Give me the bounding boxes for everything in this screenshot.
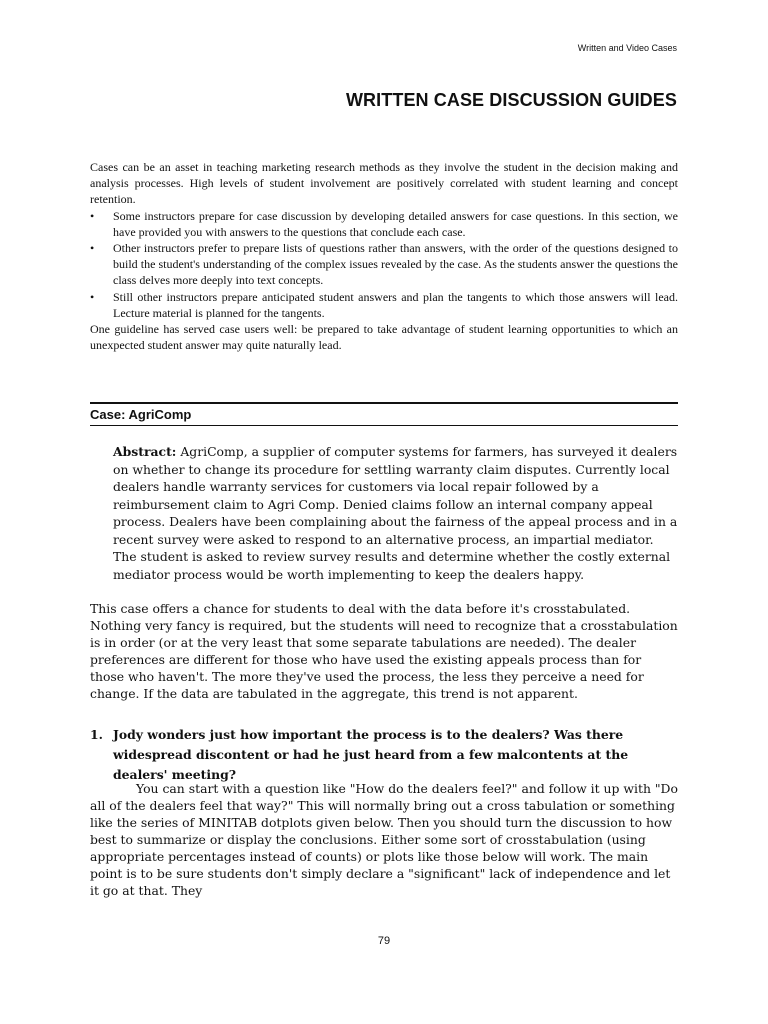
list-item <box>90 289 678 321</box>
case-title: Case: AgriComp <box>90 407 192 422</box>
question-text: Jody wonders just how important the process is to the dealers? Was there widespread discontent or had he just heard from a few malcontents at the dealers' meeting? <box>113 727 629 782</box>
page-title: WRITTEN CASE DISCUSSION GUIDES <box>345 90 677 110</box>
answer-1 <box>90 780 678 899</box>
bullet-icon: • <box>90 241 95 256</box>
list-item-text: Some instructors prepare for case discussion by developing detailed answers for case questions. In this section, we have provided you with answers to the questions that conclude each case. <box>113 208 678 239</box>
intro-closing: One guideline has served case users well: be prepared to take advantage of student learning opportunities to which an unexpected student answer may quite naturally lead. <box>90 322 678 353</box>
question-1 <box>90 725 678 785</box>
running-header: Written and Video Cases <box>577 43 677 53</box>
case-body <box>90 600 678 702</box>
list-item-text: Other instructors prefer to prepare lists of questions rather than answers, with the order of the questions designed to build the student's understanding of the complex issues revealed by the case. As the students answer the questions the class delves more deeply into text concepts. <box>113 241 678 288</box>
case-body-text: This case offers a chance for students to deal with the data before it's crosstabulated. Nothing very fancy is required, but the students will need to recognize that a crosstabulation is in order (or at the very least that some separate tabulations are needed). The dealer preferences are different for those who have used the existing appeals process than for those who haven't. The more they've used the process, the less they perceive a need for change. If the data are tabulated in the aggregate, this trend is not apparent. <box>90 601 678 701</box>
case-abstract <box>113 443 678 583</box>
question-number: 1. <box>90 727 103 742</box>
answer-text: You can start with a question like "How do the dealers feel?" and follow it up with "Do all of the dealers feel that way?" This will normally bring out a cross tabulation or something like the series of MINITAB dotplots given below. Then you should turn the discussion to how best to summarize or display the conclusions. Either some sort of crosstabulation (using appropriate percentages instead of counts) or plots like those below will work. The main point is to be sure students don't simply declare a "significant" lack of independence and let it go at that. They <box>90 781 678 898</box>
abstract-text: AgriComp, a supplier of computer systems for farmers, has surveyed it dealers on whether to change its procedure for settling warranty claim disputes. Currently local dealers handle warranty services for customers via local repair followed by a reimbursement claim to Agri Comp. Denied claims follow an internal company appeal process. Dealers have been complaining about the fairness of the appeal process and in a recent survey were asked to respond to an alternative process, an impartial mediator. The student is asked to review survey results and determine whether the costly external mediator process would be worth implementing to keep the dealers happy. <box>113 444 678 582</box>
intro-bullet-list <box>90 208 678 321</box>
list-item <box>90 208 678 240</box>
bullet-icon: • <box>90 208 95 223</box>
abstract-label: Abstract: <box>113 444 177 459</box>
list-item-text: Still other instructors prepare anticipated student answers and plan the tangents to which those answers will lead. Lecture material is planned for the tangents. <box>113 289 678 320</box>
section-divider-thick <box>90 402 678 404</box>
page-number: 79 <box>377 935 391 947</box>
intro-paragraph: Cases can be an asset in teaching marketing research methods as they involve the student in the decision making and analysis processes. High levels of student involvement are positively correlated with student learning and concept retention. <box>90 160 678 207</box>
intro-section <box>90 159 678 353</box>
section-divider-thin <box>90 425 678 426</box>
list-item <box>90 240 678 289</box>
bullet-icon: • <box>90 289 95 304</box>
